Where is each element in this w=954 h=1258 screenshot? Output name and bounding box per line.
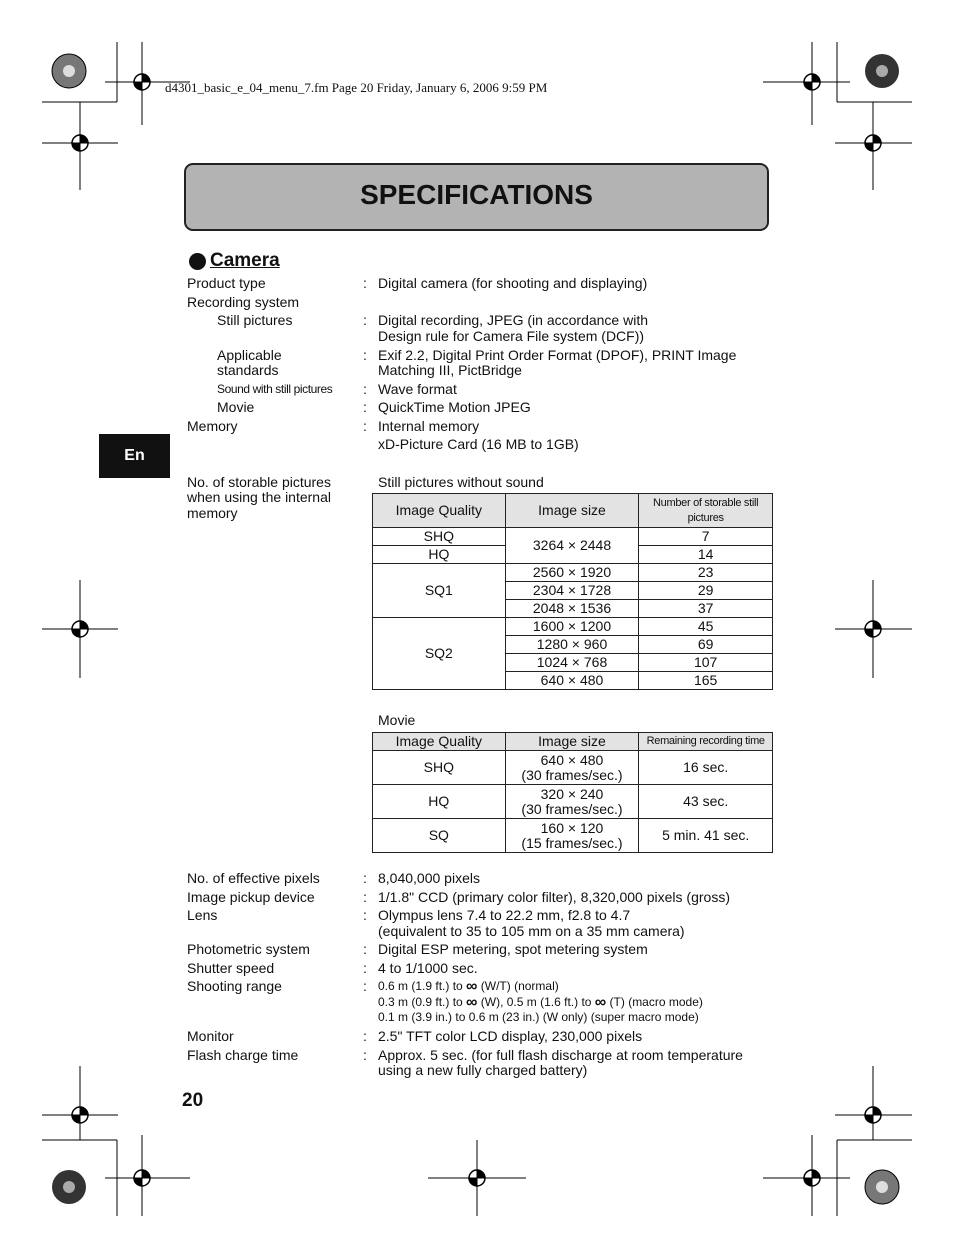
colon: : (363, 978, 367, 994)
cell-size: 640 × 480 (505, 672, 639, 690)
range-text: 0.3 m (0.9 ft.) to (378, 995, 467, 1009)
cell-quality: SHQ (373, 751, 506, 785)
cell-size (505, 785, 639, 819)
cell-size-dims: 320 × 240 (540, 785, 604, 802)
value-lens-1: Olympus lens 7.4 to 22.2 mm, f2.8 to 4.7 (378, 907, 631, 923)
label-shooting-range: Shooting range (187, 978, 282, 994)
cell-size-fps: (30 frames/sec.) (521, 800, 623, 817)
value-photometric: Digital ESP metering, spot metering system (378, 941, 648, 957)
label-sound: Sound with still pictures (217, 382, 333, 396)
cell-quality: SQ2 (373, 618, 506, 690)
value-flash-2: using a new fully charged battery) (378, 1062, 588, 1078)
cell-count: 165 (639, 672, 773, 690)
value-applicable-1: Exif 2.2, Digital Print Order Format (DPOF), PRINT Image (378, 347, 737, 363)
page-number: 20 (182, 1090, 204, 1111)
col-header-size: Image size (505, 733, 639, 751)
label-still-pictures: Still pictures (217, 312, 293, 328)
cell-count: 107 (639, 654, 773, 672)
label-storable-2: when using the internal (187, 489, 331, 505)
value-memory-1: Internal memory (378, 418, 480, 434)
colon: : (363, 907, 367, 923)
value-pickup-device: 1/1.8" CCD (primary color filter), 8,320,000 pixels (gross) (378, 889, 730, 905)
value-lens-2: (equivalent to 35 to 105 mm on a 35 mm camera) (378, 923, 685, 939)
range-text: (T) (macro mode) (606, 995, 703, 1009)
cell-size: 1280 × 960 (505, 636, 639, 654)
cell-count: 14 (639, 546, 773, 564)
label-applicable-1: Applicable (217, 347, 282, 363)
cell-size: 2304 × 1728 (505, 582, 639, 600)
col-header-time: Remaining recording time (639, 733, 773, 751)
label-effective-pixels: No. of effective pixels (187, 870, 320, 886)
value-effective-pixels: 8,040,000 pixels (378, 870, 480, 886)
col-header-quality: Image Quality (373, 494, 506, 528)
cell-quality: SQ1 (373, 564, 506, 618)
label-product-type: Product type (187, 275, 266, 291)
cell-quality: SHQ (373, 528, 506, 546)
col-header-count: Number of storable still pictures (639, 494, 773, 528)
value-still-pictures-2: Design rule for Camera File system (DCF)) (378, 328, 645, 344)
section-heading (189, 250, 280, 272)
colon: : (363, 312, 367, 328)
cell-quality: HQ (373, 785, 506, 819)
label-storable-3: memory (187, 505, 238, 521)
cell-size: 1600 × 1200 (505, 618, 639, 636)
value-shooting-range-3: 0.1 m (3.9 in.) to 0.6 m (23 in.) (W only) (super macro mode) (378, 1010, 699, 1024)
infinity-icon: ∞ (594, 994, 607, 1011)
infinity-icon: ∞ (466, 994, 478, 1011)
label-storable-1: No. of storable pictures (187, 474, 331, 490)
label-shutter: Shutter speed (187, 960, 275, 976)
label-monitor: Monitor (187, 1028, 234, 1044)
still-table-caption: Still pictures without sound (378, 474, 544, 490)
colon: : (363, 941, 367, 957)
label-memory: Memory (187, 418, 238, 434)
range-text: (W), 0.5 m (1.6 ft.) to (477, 995, 595, 1009)
cell-size: 2560 × 1920 (505, 564, 639, 582)
cell-count: 45 (639, 618, 773, 636)
cell-count: 29 (639, 582, 773, 600)
cell-count: 23 (639, 564, 773, 582)
cell-count: 7 (639, 528, 773, 546)
colon: : (363, 347, 367, 363)
label-pickup-device: Image pickup device (187, 889, 315, 905)
cell-time: 43 sec. (639, 785, 773, 819)
cell-size: 3264 × 2448 (505, 528, 639, 564)
value-movie: QuickTime Motion JPEG (378, 399, 531, 415)
infinity-icon: ∞ (466, 978, 478, 995)
value-shutter: 4 to 1/1000 sec. (378, 960, 478, 976)
colon: : (363, 381, 367, 397)
cell-quality: HQ (373, 546, 506, 564)
col-header-size: Image size (505, 494, 639, 528)
bullet-icon (189, 253, 206, 270)
range-text: 0.6 m (1.9 ft.) to (378, 979, 467, 993)
colon: : (363, 275, 367, 291)
colon: : (363, 889, 367, 905)
language-tab: En (99, 434, 170, 478)
col-header-quality: Image Quality (373, 733, 506, 751)
cell-quality: SQ (373, 819, 506, 853)
colon: : (363, 1028, 367, 1044)
colon: : (363, 960, 367, 976)
section-title: Camera (210, 250, 280, 271)
label-movie: Movie (217, 399, 255, 415)
label-photometric: Photometric system (187, 941, 310, 957)
movie-table (372, 732, 773, 853)
cell-size: 1024 × 768 (505, 654, 639, 672)
movie-table-caption: Movie (378, 712, 416, 728)
label-applicable-2: standards (217, 362, 279, 378)
cell-count: 69 (639, 636, 773, 654)
cell-time: 5 min. 41 sec. (639, 819, 773, 853)
cell-size-dims: 160 × 120 (540, 819, 604, 836)
title-banner (184, 163, 769, 231)
value-monitor: 2.5" TFT color LCD display, 230,000 pixels (378, 1028, 643, 1044)
colon: : (363, 399, 367, 415)
colon: : (363, 1047, 367, 1063)
value-sound: Wave format (378, 381, 457, 397)
label-lens: Lens (187, 907, 218, 923)
page-title: SPECIFICATIONS (360, 179, 593, 210)
cell-size-dims: 640 × 480 (540, 751, 604, 768)
value-flash-1: Approx. 5 sec. (for full flash discharge at room temperature (378, 1047, 743, 1063)
file-header: d4301_basic_e_04_menu_7.fm Page 20 Friday, January 6, 2006 9:59 PM (165, 80, 548, 95)
label-flash: Flash charge time (187, 1047, 299, 1063)
label-recording-system: Recording system (187, 294, 300, 310)
cell-size (505, 819, 639, 853)
still-pictures-table (372, 493, 773, 690)
value-shooting-range-2 (378, 995, 703, 1010)
colon: : (363, 418, 367, 434)
range-text: (W/T) (normal) (477, 979, 559, 993)
value-still-pictures-1: Digital recording, JPEG (in accordance with (378, 312, 649, 328)
value-shooting-range-1 (378, 979, 559, 994)
cell-size: 2048 × 1536 (505, 600, 639, 618)
cell-count: 37 (639, 600, 773, 618)
value-memory-2: xD-Picture Card (16 MB to 1GB) (378, 436, 579, 452)
colon: : (363, 870, 367, 886)
value-product-type: Digital camera (for shooting and displaying) (378, 275, 648, 291)
cell-size (505, 751, 639, 785)
value-applicable-2: Matching III, PictBridge (378, 362, 522, 378)
cell-size-fps: (30 frames/sec.) (521, 766, 623, 783)
cell-time: 16 sec. (639, 751, 773, 785)
cell-size-fps: (15 frames/sec.) (521, 834, 623, 851)
